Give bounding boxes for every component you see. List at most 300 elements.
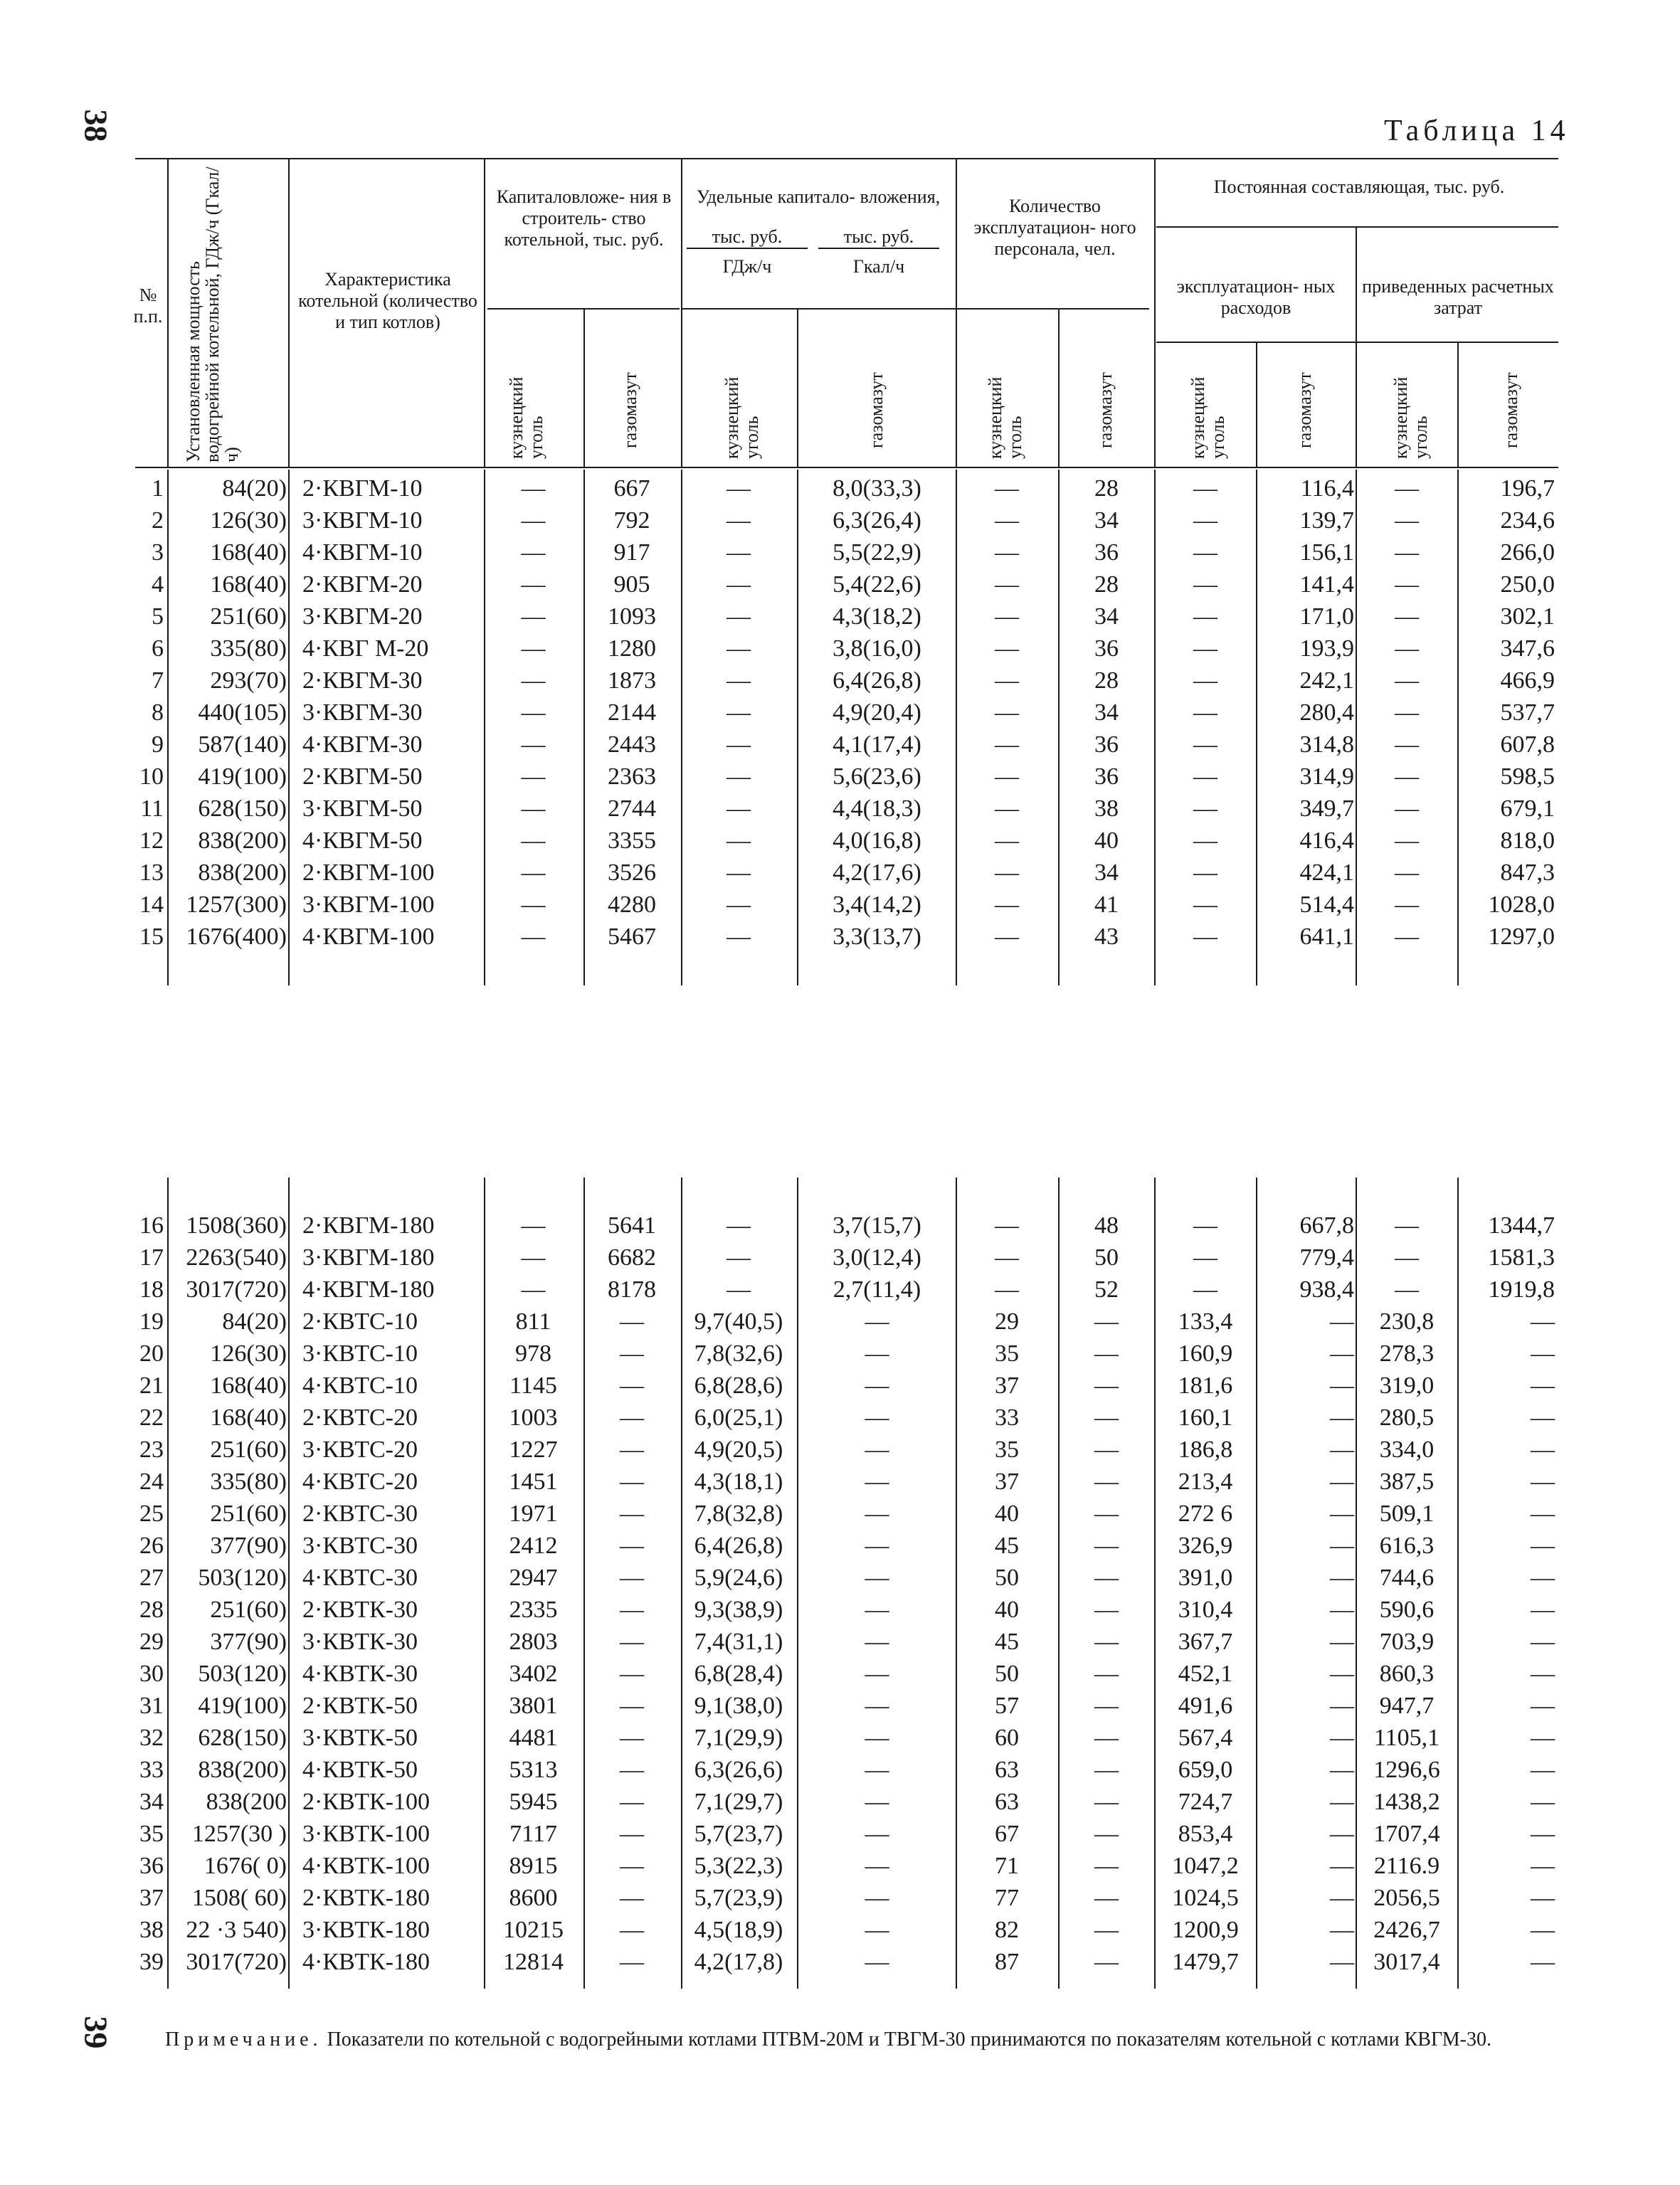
- table-cell: —: [1094, 1725, 1119, 1751]
- table-cell: 4481: [509, 1725, 558, 1751]
- table-cell: 34: [1094, 507, 1119, 534]
- table-row: [0, 889, 1680, 921]
- table-cell: 37: [995, 1469, 1019, 1495]
- table-cell: 917: [613, 539, 650, 566]
- table-cell: 34: [1094, 603, 1119, 630]
- table-cell: —: [1531, 1501, 1555, 1527]
- table-row: [0, 1402, 1680, 1434]
- table-cell: —: [1094, 1821, 1119, 1847]
- table-cell: 2947: [509, 1565, 558, 1591]
- table-row: [0, 1370, 1680, 1402]
- table-cell: 2116.9: [1373, 1853, 1440, 1879]
- table-row: [0, 568, 1680, 601]
- subheader-gas: газомазут: [620, 372, 640, 448]
- table-cell: —: [620, 1885, 644, 1911]
- table-cell: 3·КВТК-30: [302, 1629, 418, 1655]
- table-cell: 5,7(23,7): [694, 1821, 783, 1847]
- table-cell: 2·КВГМ-50: [302, 763, 423, 790]
- table-cell: —: [1531, 1693, 1555, 1719]
- table-cell: —: [1531, 1404, 1555, 1431]
- table-cell: 242,1: [1299, 667, 1354, 694]
- table-cell: —: [1094, 1789, 1119, 1815]
- table-cell: —: [1094, 1629, 1119, 1655]
- table-cell: —: [1330, 1469, 1354, 1495]
- table-cell: 4·КВГ М-20: [302, 635, 429, 662]
- table-cell: 377(90): [210, 1629, 287, 1655]
- table-cell: —: [995, 603, 1019, 630]
- table-cell: —: [1330, 1949, 1354, 1975]
- table-cell: 7,1(29,9): [694, 1725, 783, 1751]
- table-cell: 3·КВТС-30: [302, 1533, 418, 1559]
- table-cell: 2·КВТС-20: [302, 1404, 418, 1431]
- table-cell: 4·КВГМ-10: [302, 539, 423, 566]
- table-cell: 36: [1094, 763, 1119, 790]
- table-cell: 1257(300): [186, 892, 287, 918]
- table-cell: 3,0(12,4): [833, 1244, 921, 1271]
- table-cell: —: [727, 507, 751, 534]
- table-cell: 38: [1094, 795, 1119, 822]
- header-specific-unit-a-top: тыс. руб.: [687, 226, 808, 249]
- table-cell: 667,8: [1299, 1212, 1354, 1239]
- header-constant: Постоянная составляющая, тыс. руб.: [1213, 176, 1505, 197]
- header-staff: Количество эксплуатацион- ного персонала, чел.: [973, 196, 1136, 259]
- table-cell: 792: [613, 507, 650, 534]
- table-cell: —: [995, 539, 1019, 566]
- table-row: [0, 633, 1680, 665]
- table-cell: —: [865, 1629, 889, 1655]
- table-cell: 156,1: [1299, 539, 1354, 566]
- table-cell: —: [1330, 1404, 1354, 1431]
- table-cell: —: [1531, 1725, 1555, 1751]
- table-cell: 2056,5: [1373, 1885, 1440, 1911]
- table-cell: —: [1193, 635, 1217, 662]
- table-cell: 724,7: [1178, 1789, 1233, 1815]
- table-cell: —: [865, 1372, 889, 1399]
- table-cell: —: [865, 1469, 889, 1495]
- table-cell: —: [1193, 699, 1217, 726]
- table-cell: 1438,2: [1373, 1789, 1440, 1815]
- table-cell: 3017(720): [186, 1949, 287, 1975]
- table-cell: 2803: [509, 1629, 558, 1655]
- table-cell: 126(30): [210, 507, 287, 534]
- table-cell: —: [727, 892, 751, 918]
- table-cell: 33: [139, 1757, 164, 1783]
- header-num: № п.п.: [133, 285, 163, 327]
- table-cell: 4·КВТС-30: [302, 1565, 418, 1591]
- table-cell: —: [1094, 1661, 1119, 1687]
- table-row: [0, 729, 1680, 761]
- table-cell: —: [865, 1885, 889, 1911]
- table-cell: 3·КВТК-50: [302, 1725, 418, 1751]
- table-cell: 126(30): [210, 1340, 287, 1367]
- table-cell: —: [865, 1757, 889, 1783]
- table-row: [0, 1882, 1680, 1914]
- table-cell: 947,7: [1379, 1693, 1435, 1719]
- table-cell: 9,1(38,0): [694, 1693, 783, 1719]
- table-cell: —: [1330, 1629, 1354, 1655]
- table-cell: 36: [1094, 539, 1119, 566]
- table-cell: —: [1094, 1469, 1119, 1495]
- table-cell: 6682: [608, 1244, 656, 1271]
- table-cell: 15: [139, 924, 164, 950]
- table-cell: —: [620, 1693, 644, 1719]
- header-mid-rule-specific: [682, 308, 956, 310]
- table-cell: 2·КВГМ-20: [302, 571, 423, 598]
- table-cell: 36: [139, 1853, 164, 1879]
- table-cell: —: [865, 1821, 889, 1847]
- header-capital: Капиталовложе- ния в строитель- ство котельной, тыс. руб.: [496, 186, 672, 250]
- table-cell: 29: [139, 1629, 164, 1655]
- table-cell: —: [1330, 1885, 1354, 1911]
- table-cell: 278,3: [1379, 1340, 1435, 1367]
- table-cell: —: [1531, 1469, 1555, 1495]
- table-cell: 5,5(22,9): [833, 539, 921, 566]
- table-cell: —: [1330, 1372, 1354, 1399]
- table-cell: —: [1531, 1885, 1555, 1911]
- table-cell: 160,9: [1178, 1340, 1233, 1367]
- table-cell: —: [865, 1789, 889, 1815]
- table-cell: 10: [139, 763, 164, 790]
- table-cell: —: [1094, 1340, 1119, 1367]
- table-cell: —: [1193, 859, 1217, 886]
- table-cell: 4·КВГМ-30: [302, 731, 423, 758]
- table-row: [0, 1914, 1680, 1946]
- table-cell: —: [727, 539, 751, 566]
- table-cell: 509,1: [1379, 1501, 1435, 1527]
- header-bottom-rule: [135, 467, 1558, 468]
- table-cell: 3·КВГМ-30: [302, 699, 423, 726]
- table-cell: —: [1531, 1821, 1555, 1847]
- table-cell: —: [1395, 699, 1419, 726]
- table-cell: 133,4: [1178, 1308, 1233, 1335]
- table-cell: —: [1531, 1661, 1555, 1687]
- table-cell: 440(105): [198, 699, 287, 726]
- table-cell: 3,7(15,7): [833, 1212, 921, 1239]
- table-cell: 250,0: [1500, 571, 1555, 598]
- header-col-rule: [681, 158, 682, 467]
- page-number-top: 38: [78, 109, 115, 142]
- table-cell: 52: [1094, 1276, 1119, 1303]
- table-cell: 1227: [509, 1437, 558, 1463]
- table-cell: 23: [139, 1437, 164, 1463]
- table-cell: 50: [1094, 1244, 1119, 1271]
- table-cell: —: [865, 1340, 889, 1367]
- table-row: [0, 921, 1680, 953]
- header-power: Установленная мощность водогрейной котельной, ГДж/ч (Гкал/ч): [183, 166, 242, 462]
- table-cell: 27: [139, 1565, 164, 1591]
- table-cell: 181,6: [1178, 1372, 1233, 1399]
- table-cell: 3·КВГМ-10: [302, 507, 423, 534]
- table-cell: —: [521, 539, 546, 566]
- table-cell: —: [620, 1661, 644, 1687]
- table-cell: 28: [1094, 667, 1119, 694]
- table-cell: 818,0: [1500, 827, 1555, 854]
- table-cell: 314,8: [1299, 731, 1354, 758]
- table-row: [0, 1210, 1680, 1242]
- table-cell: 4,3(18,1): [694, 1469, 783, 1495]
- table-cell: —: [1094, 1757, 1119, 1783]
- table-cell: —: [1330, 1533, 1354, 1559]
- table-cell: 978: [515, 1340, 551, 1367]
- table-cell: 4,5(18,9): [694, 1917, 783, 1943]
- table-cell: 2·КВТК-50: [302, 1693, 418, 1719]
- table-cell: 779,4: [1299, 1244, 1354, 1271]
- table-cell: 491,6: [1178, 1693, 1233, 1719]
- table-cell: —: [521, 699, 546, 726]
- table-cell: —: [1330, 1501, 1354, 1527]
- table-cell: —: [995, 507, 1019, 534]
- table-cell: 3355: [608, 827, 656, 854]
- table-cell: 251(60): [210, 1597, 287, 1623]
- table-row: [0, 1498, 1680, 1530]
- table-row: [0, 793, 1680, 825]
- table-cell: —: [727, 475, 751, 502]
- table-cell: 598,5: [1500, 763, 1555, 790]
- table-cell: —: [727, 924, 751, 950]
- table-cell: 186,8: [1178, 1437, 1233, 1463]
- table-cell: 641,1: [1299, 924, 1354, 950]
- header-col-rule: [1154, 158, 1156, 467]
- table-cell: 266,0: [1500, 539, 1555, 566]
- header-mid-rule-constant: [1156, 226, 1558, 228]
- table-cell: 2·КВГМ-10: [302, 475, 423, 502]
- table-cell: —: [1531, 1757, 1555, 1783]
- table-cell: —: [1395, 507, 1419, 534]
- table-cell: —: [620, 1789, 644, 1815]
- table-cell: 3402: [509, 1661, 558, 1687]
- table-cell: —: [1193, 892, 1217, 918]
- table-cell: 4,9(20,4): [833, 699, 921, 726]
- table-cell: 838(200): [198, 827, 287, 854]
- table-cell: —: [1193, 507, 1217, 534]
- table-cell: —: [521, 475, 546, 502]
- table-cell: 1257(30 ): [191, 1821, 287, 1847]
- table-cell: 22 ·3 540): [186, 1917, 287, 1943]
- table-row: [0, 1626, 1680, 1658]
- table-cell: 5,7(23,9): [694, 1885, 783, 1911]
- table-row: [0, 1594, 1680, 1626]
- table-cell: 3·КВТК-100: [302, 1821, 430, 1847]
- table-cell: —: [865, 1597, 889, 1623]
- table-cell: 1105,1: [1373, 1725, 1440, 1751]
- table-cell: —: [995, 859, 1019, 886]
- table-cell: 466,9: [1500, 667, 1555, 694]
- table-cell: 4,2(17,6): [833, 859, 921, 886]
- table-cell: —: [1094, 1437, 1119, 1463]
- table-cell: —: [620, 1372, 644, 1399]
- table-cell: 6,4(26,8): [694, 1533, 783, 1559]
- table-cell: —: [865, 1501, 889, 1527]
- table-cell: 1200,9: [1172, 1917, 1239, 1943]
- table-cell: —: [995, 667, 1019, 694]
- table-cell: —: [620, 1469, 644, 1495]
- table-cell: —: [865, 1533, 889, 1559]
- table-cell: 1919,8: [1488, 1276, 1555, 1303]
- table-cell: —: [521, 859, 546, 886]
- table-cell: —: [1193, 795, 1217, 822]
- table-cell: —: [995, 795, 1019, 822]
- table-cell: —: [1094, 1885, 1119, 1911]
- table-cell: —: [727, 1276, 751, 1303]
- table-cell: —: [620, 1917, 644, 1943]
- table-row: [0, 857, 1680, 889]
- table-cell: 230,8: [1379, 1308, 1435, 1335]
- table-cell: 10215: [503, 1917, 564, 1943]
- table-cell: 3,8(16,0): [833, 635, 921, 662]
- table-cell: 213,4: [1178, 1469, 1233, 1495]
- table-cell: 335(80): [210, 1469, 287, 1495]
- table-cell: —: [1193, 1212, 1217, 1239]
- table-cell: 35: [995, 1340, 1019, 1367]
- table-cell: 6,8(28,4): [694, 1661, 783, 1687]
- table-cell: 7,1(29,7): [694, 1789, 783, 1815]
- header-specific: Удельные капитало- вложения,: [696, 186, 941, 207]
- table-cell: 3·КВГМ-100: [302, 892, 435, 918]
- table-cell: —: [521, 507, 546, 534]
- table-cell: —: [521, 827, 546, 854]
- table-cell: 13: [139, 859, 164, 886]
- header-reduced: приведенных расчетных затрат: [1362, 276, 1554, 318]
- table-cell: 280,4: [1299, 699, 1354, 726]
- table-cell: —: [1395, 635, 1419, 662]
- footnote-text: Показатели по котельной с водогрейными котлами ПТВМ-20М и ТВГМ-30 принимаются по показателям котельной с котлами КВГМ-30.: [327, 2028, 1491, 2051]
- table-cell: 9,3(38,9): [694, 1597, 783, 1623]
- table-row: [0, 536, 1680, 568]
- table-cell: —: [620, 1437, 644, 1463]
- table-cell: —: [1193, 603, 1217, 630]
- table-cell: 30: [139, 1661, 164, 1687]
- table-row: [0, 697, 1680, 729]
- table-cell: 1028,0: [1488, 892, 1555, 918]
- table-cell: —: [865, 1437, 889, 1463]
- table-cell: —: [727, 667, 751, 694]
- table-cell: —: [1193, 571, 1217, 598]
- table-cell: 1451: [509, 1469, 558, 1495]
- table-row: [0, 1818, 1680, 1850]
- table-cell: —: [1330, 1565, 1354, 1591]
- table-cell: 196,7: [1500, 475, 1555, 502]
- table-cell: 3526: [608, 859, 656, 886]
- table-cell: 4,1(17,4): [833, 731, 921, 758]
- table-cell: 847,3: [1500, 859, 1555, 886]
- table-cell: 280,5: [1379, 1404, 1435, 1431]
- header-specific-unit-a-bottom: ГДж/ч: [722, 256, 772, 277]
- table-cell: 387,5: [1379, 1469, 1435, 1495]
- table-cell: 67: [995, 1821, 1019, 1847]
- table-cell: 4,9(20,5): [694, 1437, 783, 1463]
- table-cell: 168(40): [210, 1404, 287, 1431]
- table-cell: —: [727, 763, 751, 790]
- table-cell: —: [1395, 859, 1419, 886]
- table-cell: 168(40): [210, 1372, 287, 1399]
- table-cell: 1581,3: [1488, 1244, 1555, 1271]
- table-cell: 2·КВГМ-100: [302, 859, 435, 886]
- header-mid-rule-constant-sub: [1156, 342, 1558, 343]
- table-cell: 838(200): [198, 1757, 287, 1783]
- table-cell: 5,4(22,6): [833, 571, 921, 598]
- table-row: [0, 472, 1680, 504]
- table-cell: —: [727, 603, 751, 630]
- table-cell: 45: [995, 1533, 1019, 1559]
- table-cell: 57: [995, 1693, 1019, 1719]
- table-cell: 4·КВТК-180: [302, 1949, 430, 1975]
- table-cell: —: [620, 1725, 644, 1751]
- table-cell: 853,4: [1178, 1821, 1233, 1847]
- table-cell: 905: [613, 571, 650, 598]
- table-cell: —: [1531, 1917, 1555, 1943]
- table-cell: 1: [152, 475, 164, 502]
- table-cell: 84(20): [222, 1308, 287, 1335]
- table-cell: —: [995, 731, 1019, 758]
- table-cell: —: [1395, 539, 1419, 566]
- table-cell: —: [1395, 603, 1419, 630]
- table-cell: 628(150): [198, 795, 287, 822]
- table-cell: 3017(720): [186, 1276, 287, 1303]
- table-cell: 607,8: [1500, 731, 1555, 758]
- table-cell: 36: [1094, 635, 1119, 662]
- subheader-gas: газомазут: [1095, 372, 1116, 448]
- table-cell: —: [620, 1949, 644, 1975]
- table-cell: —: [1395, 475, 1419, 502]
- table-cell: 38: [139, 1917, 164, 1943]
- table-cell: —: [1531, 1949, 1555, 1975]
- table-cell: —: [620, 1308, 644, 1335]
- table-cell: 12: [139, 827, 164, 854]
- table-cell: 71: [995, 1853, 1019, 1879]
- table-cell: 1508(360): [186, 1212, 287, 1239]
- table-cell: —: [727, 699, 751, 726]
- table-cell: 503(120): [198, 1565, 287, 1591]
- table-cell: 744,6: [1379, 1565, 1435, 1591]
- table-cell: —: [1531, 1437, 1555, 1463]
- table-row: [0, 1786, 1680, 1818]
- table-cell: 3·КВТС-20: [302, 1437, 418, 1463]
- table-cell: —: [1330, 1757, 1354, 1783]
- table-cell: —: [1395, 731, 1419, 758]
- table-cell: 4·КВГМ-100: [302, 924, 435, 950]
- table-cell: —: [1094, 1597, 1119, 1623]
- table-cell: 2·КВГМ-180: [302, 1212, 435, 1239]
- table-cell: —: [1094, 1501, 1119, 1527]
- table-cell: 3·КВТС-10: [302, 1340, 418, 1367]
- table-cell: 50: [995, 1661, 1019, 1687]
- table-cell: —: [865, 1917, 889, 1943]
- table-cell: 293(70): [210, 667, 287, 694]
- table-cell: 8: [152, 699, 164, 726]
- table-cell: —: [727, 1212, 751, 1239]
- table-row: [0, 1466, 1680, 1498]
- table-cell: 5: [152, 603, 164, 630]
- table-cell: —: [1531, 1308, 1555, 1335]
- table-cell: 5,6(23,6): [833, 763, 921, 790]
- table-row: [0, 761, 1680, 793]
- table-cell: —: [1193, 1244, 1217, 1271]
- header-specific-unit-b-top: тыс. руб.: [818, 226, 939, 249]
- table-cell: 7,8(32,8): [694, 1501, 783, 1527]
- table-cell: —: [521, 1212, 546, 1239]
- table-cell: 34: [139, 1789, 164, 1815]
- table-cell: —: [995, 635, 1019, 662]
- table-cell: 616,3: [1379, 1533, 1435, 1559]
- table-cell: —: [727, 827, 751, 854]
- table-cell: —: [521, 1276, 546, 1303]
- table-cell: 5313: [509, 1757, 558, 1783]
- table-cell: —: [1531, 1629, 1555, 1655]
- table-cell: —: [865, 1725, 889, 1751]
- table-cell: —: [995, 1212, 1019, 1239]
- table-cell: —: [1193, 763, 1217, 790]
- table-cell: —: [620, 1404, 644, 1431]
